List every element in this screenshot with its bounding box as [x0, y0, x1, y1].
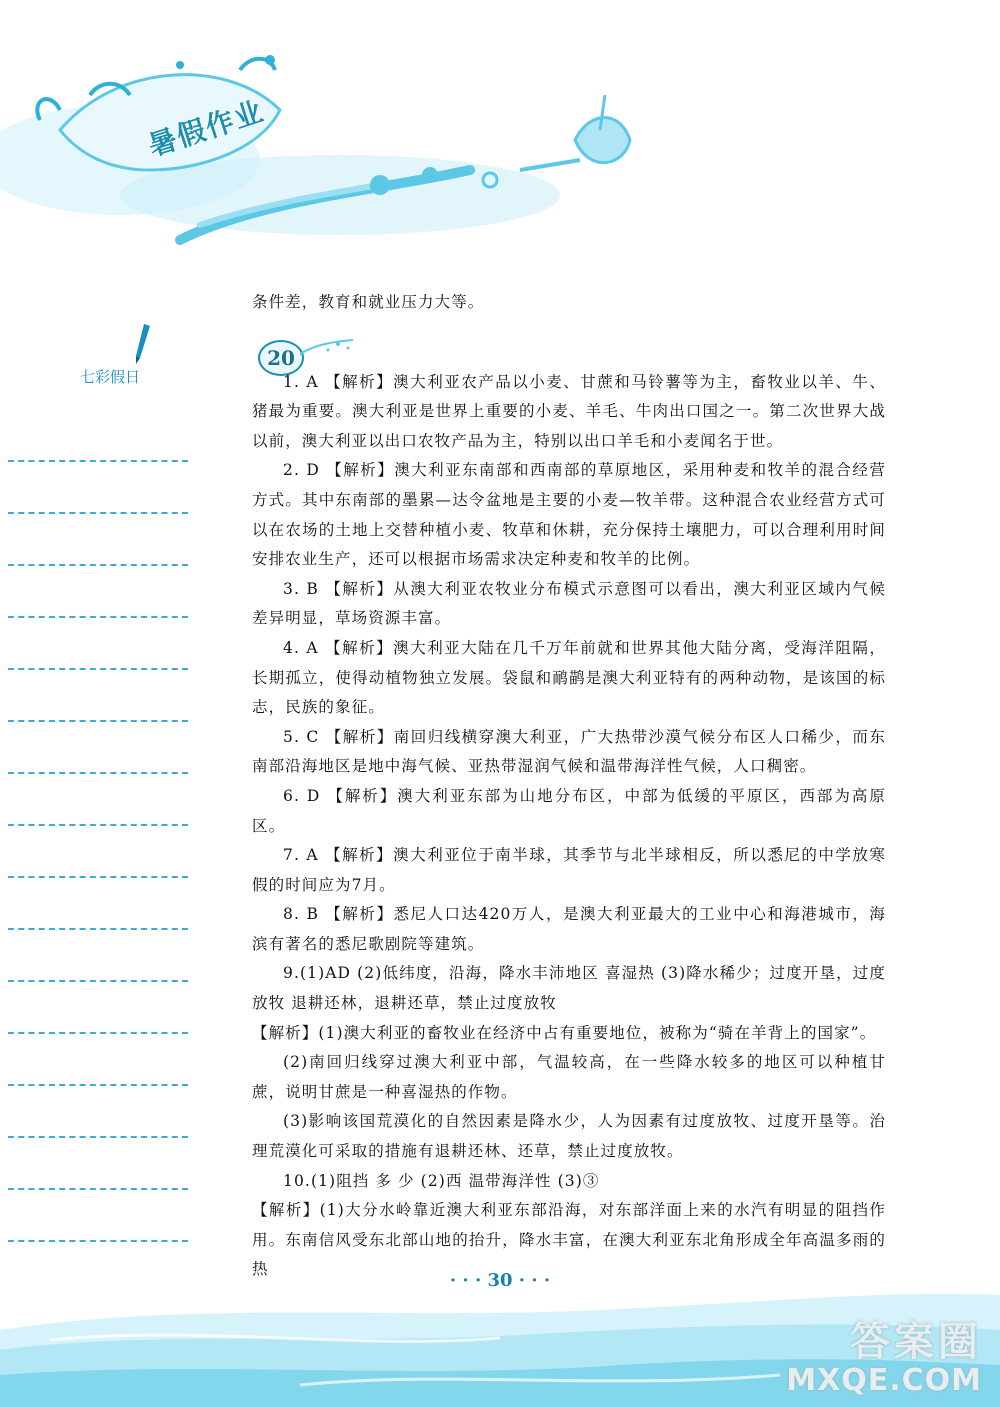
answer-paragraph: 4. A 【解析】澳大利亚大陆在几千万年前就和世界其他大陆分离，受海洋阻隔，长期孤立，使得动植物独立发展。袋鼠和鸸鹋是澳大利亚特有的两种动物，是该国的标志，民族的象征。: [252, 638, 886, 717]
answer-paragraph: 7. A 【解析】澳大利亚位于南半球，其季节与北半球相反，所以悉尼的中学放寒假的时间应为7月。: [252, 846, 886, 894]
answer-paragraph: 8. B 【解析】悉尼人口达420万人，是澳大利亚最大的工业中心和海港城市，海滨有著名的悉尼歌剧院等建筑。: [252, 905, 886, 953]
note-line: [8, 1138, 188, 1190]
answer-content: [252, 288, 886, 1285]
answer-paragraph: 6. D 【解析】澳大利亚东部为山地分布区，中部为低缓的平原区，西部为高原区。: [252, 786, 886, 835]
note-line: [8, 462, 188, 514]
note-line: [8, 930, 188, 982]
answer-paragraph: 10.(1)阻挡 多 少 (2)西 温带海洋性 (3)③: [283, 1171, 600, 1190]
continuation-text: 条件差，教育和就业压力大等。: [252, 293, 485, 311]
sidebar-label: 七彩假日: [80, 368, 141, 386]
answer-paragraph: 5. C 【解析】南回归线横穿澳大利亚，广大热带沙漠气候分布区人口稀少，而东南部沿海地区是地中海气候、亚热带湿润气候和温带海洋性气候，人口稠密。: [252, 727, 886, 776]
note-line: [8, 878, 188, 930]
answer-paragraph: 3. B 【解析】从澳大利亚农牧业分布模式示意图可以看出，澳大利亚区域内气候差异明显，草场资源丰富。: [252, 579, 886, 628]
note-line: [8, 410, 188, 462]
analysis-paragraph: (3)影响该国荒漠化的自然因素是降水少，人为因素有过度放牧、过度开垦等。治理荒漠化可采取的措施有退耕还林、还草，禁止过度放牧。: [252, 1112, 886, 1161]
note-line: [8, 826, 188, 878]
note-line: [8, 774, 188, 826]
note-line: [8, 618, 188, 670]
site-watermark: [786, 1310, 982, 1398]
analysis-paragraph: 【解析】(1)澳大利亚的畜牧业在经济中占有重要地位，被称为“骑在羊背上的国家”。: [252, 1023, 877, 1042]
pen-icon: [130, 322, 154, 366]
note-line: [8, 1034, 188, 1086]
note-line: [8, 514, 188, 566]
note-line: [8, 1190, 188, 1242]
watermark-url: MXQE.COM: [786, 1363, 982, 1398]
header-title-badge: 暑假作业: [144, 94, 269, 163]
answer-paragraph: 9.(1)AD (2)低纬度，沿海，降水丰沛地区 喜湿热 (3)降水稀少；过度开垦，过度放牧 退耕还林，退耕还草，禁止过度放牧: [252, 964, 886, 1013]
note-line: [8, 982, 188, 1034]
answer-paragraph: 2. D 【解析】澳大利亚东南部和西南部的草原地区，采用种麦和牧羊的混合经营方式。其中东南部的墨累—达令盆地是主要的小麦—牧羊带。这种混合农业经营方式可以在农场的土地上交替种植小麦、牧草和休耕，充分保持土壤肥力，可以合理利用时间安排农业生产，还可以根据市场需求决定种麦和牧羊的比例。: [252, 461, 886, 569]
note-line: [8, 722, 188, 774]
note-line: [8, 670, 188, 722]
analysis-paragraph: (2)南回归线穿过澳大利亚中部，气温较高，在一些降水较多的地区可以种植甘蔗，说明甘蔗是一种喜湿热的作物。: [252, 1053, 886, 1101]
analysis-paragraph: 【解析】(1)大分水岭靠近澳大利亚东部沿海，对东部洋面上来的水汽有明显的阻挡作用。东南信风受东北部山地的抬升，降水丰富，在澳大利亚东北角形成全年高温多雨的热: [252, 1201, 886, 1279]
sidebar-note-lines: [8, 410, 188, 1242]
answer-paragraph: 1. A 【解析】澳大利亚农产品以小麦、甘蔗和马铃薯等为主，畜牧业以羊、牛、猪最为重要。澳大利亚是世界上重要的小麦、羊毛、牛肉出口国之一。第二次世界大战以前，澳大利亚以出口农牧产品为主，特别以出口羊毛和小麦闻名于世。: [252, 372, 886, 450]
note-line: [8, 566, 188, 618]
page-number: · · · 30 · · ·: [449, 1270, 551, 1291]
note-line: [8, 1086, 188, 1138]
section-number-badge: 20: [258, 340, 304, 376]
watermark-logo-text: 答案圈: [850, 1319, 982, 1365]
